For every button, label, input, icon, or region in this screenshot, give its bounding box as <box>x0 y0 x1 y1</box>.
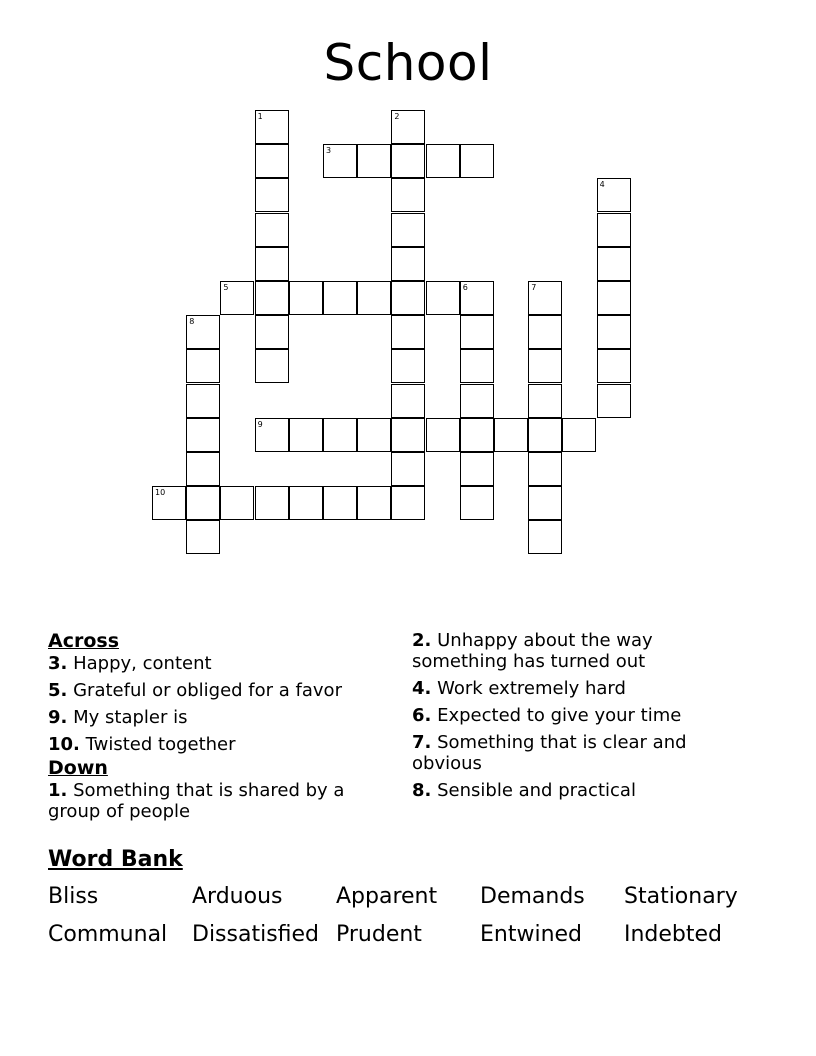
grid-cell[interactable] <box>528 486 562 520</box>
word-bank-word: Stationary <box>624 884 738 909</box>
grid-cell[interactable] <box>426 281 460 315</box>
grid-cell[interactable] <box>289 281 323 315</box>
grid-cell[interactable] <box>323 281 357 315</box>
clue-number-label: 5 <box>223 283 229 292</box>
grid-cell[interactable] <box>460 384 494 418</box>
clue-number: 6. <box>412 705 432 726</box>
word-bank <box>48 882 768 958</box>
grid-cell[interactable] <box>289 486 323 520</box>
clue-across-5 <box>48 680 398 701</box>
grid-cell[interactable] <box>391 349 425 383</box>
grid-cell[interactable] <box>460 281 494 315</box>
down-heading: Down <box>48 757 108 779</box>
word-bank-word: Prudent <box>336 922 422 947</box>
clues-right-column <box>412 630 742 807</box>
grid-cell[interactable] <box>391 110 425 144</box>
clue-text: Unhappy about the way something has turned out <box>412 630 653 672</box>
clue-number-label: 1 <box>257 112 263 121</box>
grid-cell[interactable] <box>528 315 562 349</box>
clue-down-4 <box>412 678 742 699</box>
clue-number-label: 2 <box>394 112 400 121</box>
grid-cell[interactable] <box>528 349 562 383</box>
clue-down-1 <box>48 780 398 822</box>
grid-cell[interactable] <box>597 213 631 247</box>
word-bank-word: Communal <box>48 922 168 947</box>
grid-cell[interactable] <box>255 486 289 520</box>
grid-cell[interactable] <box>186 384 220 418</box>
grid-cell[interactable] <box>597 315 631 349</box>
word-bank-title: Word Bank <box>48 847 183 872</box>
grid-cell[interactable] <box>460 315 494 349</box>
grid-cell[interactable] <box>597 247 631 281</box>
clue-number-label: 6 <box>462 283 468 292</box>
clue-number-label: 10 <box>155 488 166 498</box>
grid-cell[interactable] <box>391 144 425 178</box>
word-bank-word: Indebted <box>624 922 723 947</box>
clue-number: 5. <box>48 680 68 701</box>
grid-cell[interactable] <box>528 281 562 315</box>
clue-down-6 <box>412 705 742 726</box>
grid-cell[interactable] <box>255 144 289 178</box>
grid-cell[interactable] <box>391 315 425 349</box>
word-bank-word: Bliss <box>48 884 99 909</box>
clue-across-10 <box>48 734 398 755</box>
grid-cell[interactable] <box>528 384 562 418</box>
clue-number-label: 7 <box>531 283 537 292</box>
clue-number: 3. <box>48 653 68 674</box>
grid-cell[interactable] <box>357 418 391 452</box>
clue-number-label: 4 <box>599 180 605 190</box>
grid-cell[interactable] <box>391 384 425 418</box>
page-title: School <box>323 34 493 92</box>
word-bank-row <box>48 882 768 920</box>
clue-number: 8. <box>412 780 432 801</box>
grid-cell[interactable] <box>391 281 425 315</box>
grid-cell[interactable] <box>391 213 425 247</box>
grid-cell[interactable] <box>357 281 391 315</box>
grid-cell[interactable] <box>391 178 425 212</box>
clue-down-7 <box>412 732 742 774</box>
clue-number: 9. <box>48 707 68 728</box>
grid-cell[interactable] <box>255 247 289 281</box>
grid-cell[interactable] <box>220 281 254 315</box>
word-bank-word: Entwined <box>480 922 583 947</box>
grid-cell[interactable] <box>460 486 494 520</box>
grid-cell[interactable] <box>255 315 289 349</box>
clue-text: Work extremely hard <box>437 678 626 699</box>
clue-number-label: 8 <box>189 317 195 327</box>
clue-text: Something that is shared by a group of people <box>48 780 345 822</box>
grid-cell[interactable] <box>597 281 631 315</box>
grid-cell[interactable] <box>391 452 425 486</box>
grid-cell[interactable] <box>255 213 289 247</box>
word-bank-word: Dissatisfied <box>192 922 320 947</box>
grid-cell[interactable] <box>460 349 494 383</box>
grid-cell[interactable] <box>186 520 220 554</box>
grid-cell[interactable] <box>528 452 562 486</box>
grid-cell[interactable] <box>460 418 494 452</box>
grid-cell[interactable] <box>528 418 562 452</box>
word-bank-word: Apparent <box>336 884 438 909</box>
grid-cell[interactable] <box>323 144 357 178</box>
grid-cell[interactable] <box>255 349 289 383</box>
grid-cell[interactable] <box>323 418 357 452</box>
clue-number: 2. <box>412 630 432 651</box>
clue-text: My stapler is <box>73 707 188 728</box>
grid-cell[interactable] <box>152 486 186 520</box>
grid-cell[interactable] <box>357 144 391 178</box>
grid-cell[interactable] <box>391 247 425 281</box>
grid-cell[interactable] <box>597 178 631 212</box>
clue-number-label: 3 <box>326 146 332 156</box>
grid-cell[interactable] <box>562 418 596 452</box>
word-bank-word: Demands <box>480 884 585 909</box>
grid-cell[interactable] <box>494 418 528 452</box>
word-bank-word: Arduous <box>192 884 283 909</box>
grid-cell[interactable] <box>186 418 220 452</box>
clue-number: 1. <box>48 780 68 801</box>
clues-left-column <box>48 630 398 828</box>
grid-cell[interactable] <box>357 486 391 520</box>
grid-cell[interactable] <box>597 384 631 418</box>
grid-cell[interactable] <box>460 144 494 178</box>
clue-number: 10. <box>48 734 80 755</box>
grid-cell[interactable] <box>220 486 254 520</box>
grid-cell[interactable] <box>186 315 220 349</box>
grid-cell[interactable] <box>255 110 289 144</box>
grid-cell[interactable] <box>323 486 357 520</box>
grid-cell[interactable] <box>186 349 220 383</box>
clue-down-2 <box>412 630 742 672</box>
clue-down-8 <box>412 780 742 801</box>
grid-cell[interactable] <box>289 418 323 452</box>
grid-cell[interactable] <box>597 349 631 383</box>
clue-number-label: 9 <box>257 419 263 429</box>
clue-text: Happy, content <box>73 653 212 674</box>
grid-cell[interactable] <box>186 452 220 486</box>
grid-cell[interactable] <box>255 178 289 212</box>
grid-cell[interactable] <box>186 486 220 520</box>
across-heading: Across <box>48 630 120 652</box>
clue-across-3 <box>48 653 398 674</box>
grid-cell[interactable] <box>255 418 289 452</box>
grid-cell[interactable] <box>391 418 425 452</box>
clue-across-9 <box>48 707 398 728</box>
grid-cell[interactable] <box>426 144 460 178</box>
grid-cell[interactable] <box>528 520 562 554</box>
clue-text: Expected to give your time <box>437 705 682 726</box>
clue-text: Twisted together <box>85 734 236 755</box>
grid-cell[interactable] <box>460 452 494 486</box>
grid-cell[interactable] <box>426 418 460 452</box>
clue-number: 7. <box>412 732 432 753</box>
word-bank-row <box>48 920 768 958</box>
clue-text: Something that is clear and obvious <box>412 732 687 774</box>
clue-number: 4. <box>412 678 432 699</box>
grid-cell[interactable] <box>391 486 425 520</box>
clue-text: Sensible and practical <box>437 780 636 801</box>
clue-text: Grateful or obliged for a favor <box>73 680 342 701</box>
grid-cell[interactable] <box>255 281 289 315</box>
